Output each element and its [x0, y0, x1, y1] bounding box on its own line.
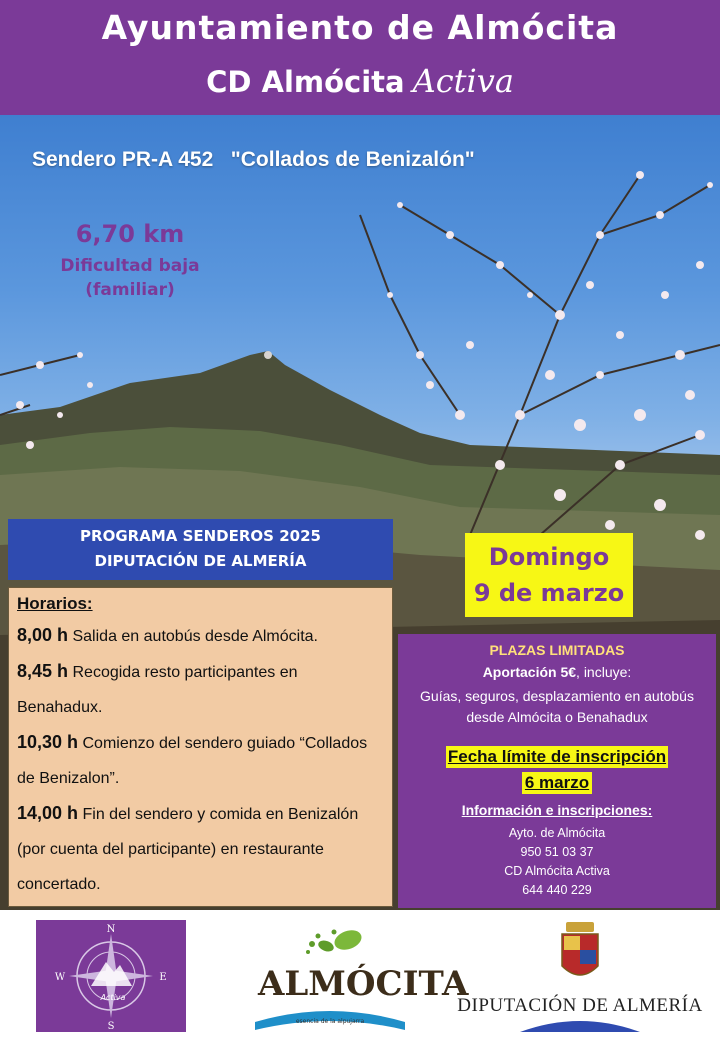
contact-phone[interactable]: 644 440 229 — [522, 883, 592, 897]
event-date: 9 de marzo — [473, 579, 625, 607]
route-distance: 6,70 km — [75, 220, 185, 248]
fee-line — [398, 664, 716, 680]
schedule-item — [17, 725, 384, 796]
deadline-date-text: 6 marzo — [522, 772, 592, 794]
town-logo-tagline: esencia de la alpujarra — [295, 1018, 365, 1025]
club-badge-text: Activa — [100, 993, 126, 1002]
compass-w: W — [54, 972, 66, 983]
schedule-box — [8, 587, 393, 907]
fee-amount: Aportación 5€ — [482, 664, 577, 680]
header-title: Ayuntamiento de Almócita — [101, 8, 619, 47]
contact-heading: Información e inscripciones: — [461, 802, 653, 818]
program-line2: DIPUTACIÓN DE ALMERÍA — [94, 552, 307, 570]
contact-phone[interactable]: 950 51 03 37 — [520, 845, 594, 859]
club-compass-logo — [36, 920, 186, 1032]
town-logo-wordmark: ALMÓCITA — [258, 964, 469, 1004]
schedule-text: Fin del sendero y comida en Benizalón (por cuenta del participante) en restaurante concertado. — [17, 806, 359, 893]
schedule-item — [17, 618, 384, 654]
schedule-time: 8,45 h — [17, 661, 69, 681]
route-details — [40, 220, 220, 302]
schedule-item — [17, 796, 384, 902]
limited-places: PLAZAS LIMITADAS — [489, 642, 625, 658]
almocita-town-logo — [250, 918, 469, 1032]
route-title: Sendero PR-A 452 "Collados de Benizalón" — [32, 148, 475, 171]
diputacion-name: DIPUTACIÓN DE ALMERÍA — [457, 995, 703, 1016]
footer-logos — [0, 910, 720, 1040]
compass-icon — [36, 920, 186, 1032]
diputacion-logo — [450, 918, 710, 1034]
schedule-time: 8,00 h — [17, 625, 69, 645]
header-subtitle-script: Activa — [412, 62, 514, 100]
difficulty-line2: (familiar) — [85, 280, 175, 300]
schedule-heading: Horarios: — [17, 594, 93, 613]
fee-description: Guías, seguros, desplazamiento en autobús desde Almócita o Benahadux — [420, 688, 694, 725]
header-subtitle — [0, 62, 720, 100]
schedule-text: Recogida resto participantes en Benahadux. — [17, 664, 298, 716]
program-box — [8, 519, 393, 580]
compass-s: S — [107, 1021, 115, 1032]
registration-info-box — [398, 634, 716, 908]
fee-includes: , incluye: — [576, 664, 632, 680]
contact-item: CD Almócita Activa — [504, 864, 610, 878]
deadline-text: Fecha límite de inscripción — [447, 747, 667, 766]
contact-list — [398, 824, 716, 900]
compass-n: N — [106, 924, 116, 935]
header-banner — [0, 0, 720, 115]
event-date-box — [465, 533, 633, 617]
schedule-time: 14,00 h — [17, 803, 79, 823]
compass-e: E — [159, 972, 167, 983]
event-weekday: Domingo — [488, 543, 610, 571]
deadline-label — [425, 746, 689, 768]
schedule-time: 10,30 h — [17, 732, 79, 752]
schedule-text: Comienzo del sendero guiado “Collados de Benizalon”. — [17, 735, 368, 787]
header-subtitle-club: CD Almócita — [206, 65, 405, 99]
route-difficulty — [40, 254, 220, 302]
deadline-date — [517, 772, 597, 794]
contact-item: Ayto. de Almócita — [508, 826, 606, 840]
schedule-item — [17, 654, 384, 725]
schedule-text: Salida en autobús desde Almócita. — [72, 628, 318, 645]
program-line1: PROGRAMA SENDEROS 2025 — [80, 527, 321, 545]
difficulty-line1: Dificultad baja — [60, 256, 200, 276]
